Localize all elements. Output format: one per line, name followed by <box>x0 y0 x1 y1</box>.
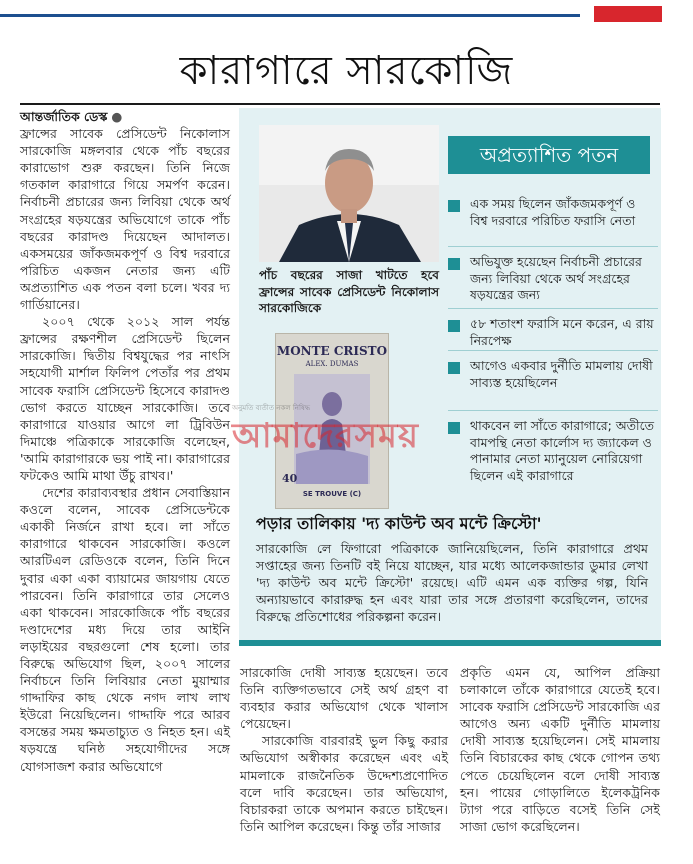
brand-red-block <box>594 6 662 22</box>
middle-paragraph-2: সারকোজি বারবারই ভুল কিছু করার অভিযোগ অস্বীকার করেছেন এবং এই মামলাকে রাজনৈতিক উদ্দেশ্যপ্রণোদিত বলে দাবি করেছেন। তার অভিযোগ, বিচারকরা তাকে অপমান করতে চাইছেন। তিনি আপিল করেছেন। কিন্তু তাঁর সাজার <box>240 733 448 834</box>
left-paragraph-3: দেশের কারাব্যবস্থার প্রধান সেবাস্তিয়ান কওলে বলেন, সাবেক প্রেসিডেন্টকে একাকী নির্জনে রাখা হবে। লা সাঁতে কারাগারে থাকবেন সারকোজি। কওলে আরটিএল রেডিওকে বলেন, তিনি দিনে দুবার একা একা ব্যায়ামের জায়গায় যেতে পারবেন। তিনি কারাগারে তার সেলেও একা থাকবেন। সারকোজিকে পাঁচ বছরের দণ্ডাদেশের মধ্য দিয়ে তার আইনি লড়াইয়ের বছরগুলো শেষ হলো। তার বিরুদ্ধে অভিযোগ ছিল, ২০০৭ সালের নির্বাচনে তিনি লিবিয়ার নেতা মুয়াম্মার গাদ্দাফির কাছ থেকে নগদ লাখ লাখ ইউরো নিয়েছিলেন। গাদ্দাফি পরে আরব বসন্তের সময় ক্ষমতাচ্যুত ও নিহত হন। এই ষড়যন্ত্রে ঘনিষ্ঠ সহযোগীদের সঙ্গে যোগসাজশ করার অভিযোগে <box>20 485 230 774</box>
bullet-square-icon <box>448 258 460 270</box>
book-footer: SE TROUVE (C) <box>302 490 362 498</box>
reading-list-body: সারকোজি লে ফিগারো পত্রিকাকে জানিয়েছিলেন, তিনি কারাগারে প্রথম সপ্তাহের জন্য তিনটি বই নিয়ে যাচ্ছেন, যার মধ্যে আলেকজান্ডার ডুমার লেখা 'দ্য কাউন্ট অব মন্টে ক্রিস্টো' রয়েছে। এটি এমন এক ব্যক্তির গল্প, যিনি অন্যায়ভাবে কারারুদ্ধ হন এবং যারা তার সঙ্গে প্রতারণা করেছিলেন, তাদের বিরুদ্ধে প্রতিশোধের পরিকল্পনা করেন। <box>256 541 648 624</box>
bullet-square-icon <box>448 422 460 434</box>
sarkozy-photo <box>259 125 439 262</box>
book-price: 40 <box>282 472 298 485</box>
sidebar-fact-text: থাকবেন লা সাঁতে কারাগারে; অতীতে বামপন্থি নেতা কার্লোস দ্য জ্যাকেল ও পানামার নেতা ম্যানুয়েল নোরিয়েগা ছিলেন এই কারাগারে <box>470 418 655 483</box>
fact-divider <box>448 410 658 411</box>
sidebar-fact <box>448 316 658 350</box>
headline-rule <box>20 103 660 105</box>
watermark-small-text: অনুমতি ব্যতীত নকল নিষিদ্ধ <box>232 404 310 412</box>
sidebar-fact-text: এক সময় ছিলেন জাঁকজমকপূর্ণ ও বিশ্ব দরবারে পরিচিত ফরাসি নেতা <box>470 196 636 228</box>
fact-divider <box>448 246 658 247</box>
fact-divider <box>448 308 658 309</box>
right-paragraph-1: প্রকৃতি এমন যে, আপিল প্রক্রিয়া চলাকালে তাঁকে কারাগারে যেতেই হবে। সাবেক ফরাসি প্রেসিডেন্ট সারকোজি এর আগেও অন্য একটি দুর্নীতি মামলায় দোষী সাব্যস্ত হয়েছিলেন। সেই মামলায় তিনি বিচারকের কাছ থেকে গোপন তথ্য পেতে চেয়েছিলেন বলে দোষী সাব্যস্ত হন। পায়ের গোড়ালিতে ইলেকট্রনিক ট্যাগ পরে বাড়িতে বসেই তিনি সেই সাজা ভোগ করেছিলেন। <box>460 665 660 834</box>
portrait-illustration <box>259 125 439 262</box>
bullet-square-icon <box>448 320 460 332</box>
sidebar-fact <box>448 418 658 504</box>
sidebar-fact <box>448 254 658 306</box>
sidebar-fact <box>448 196 658 246</box>
reading-list-heading: পড়ার তালিকায় 'দ্য কাউন্ট অব মন্টে ক্রিস্টো' <box>256 514 542 533</box>
bullet-square-icon <box>448 200 460 212</box>
sidebar-heading: অপ্রত্যাশিত পতন <box>448 136 650 174</box>
sidebar-fact-text: অভিযুক্ত হয়েছেন নির্বাচনী প্রচারের জন্য লিবিয়া থেকে অর্থ সংগ্রহের ষড়যন্ত্রের জন্য <box>470 254 642 302</box>
photo-caption: পাঁচ বছরের সাজা খাটতে হবে ফ্রান্সের সাবেক প্রেসিডেন্ট নিকোলাস সারকোজিকে <box>259 268 439 315</box>
left-column <box>20 108 230 775</box>
right-column <box>460 664 660 835</box>
sidebar-fact <box>448 358 658 408</box>
feature-panel-bottom-rule <box>239 640 661 646</box>
watermark-logo: আমাদেরসময় <box>232 416 419 456</box>
byline: আন্তর্জাতিক ডেস্ক <box>20 109 108 124</box>
sidebar-fact-text: আগেও একবার দুর্নীতি মামলায় দোষী সাব্যস্ত হয়েছিলেন <box>470 358 653 390</box>
middle-column <box>240 664 448 835</box>
sidebar-fact-text: ৫৮ শতাংশ ফরাসি মনে করেন, এ রায় নিরপেক্ষ <box>470 316 654 348</box>
headline: কারাগারে সারকোজি <box>179 48 514 94</box>
left-paragraph-2: ২০০৭ থেকে ২০১২ সাল পর্যন্ত ফ্রান্সের রক্ষণশীল প্রেসিডেন্ট ছিলেন সারকোজি। দ্বিতীয় বিশ্বযুদ্ধের পর নাৎসি সহযোগী মার্শাল ফিলিপ পেতাঁর পর প্রথম সাবেক ফরাসি প্রেসিডেন্ট হিসেবে কারাদণ্ড ভোগ করতে যাচ্ছেন সারকোজি। তবে কারাগারে যাওয়ার আগে লা ট্রিবিউন দিমাঞ্চে পত্রিকাকে সারকোজি বলেছেন, 'আমি কারাগারকে ভয় পাই না। কারাগারের ফটকেও আমি মাথা উঁচু রাখব।' <box>20 314 230 483</box>
bullet-square-icon <box>448 362 460 374</box>
book-author: ALEX. DUMAS <box>305 360 359 368</box>
page-header-strip <box>0 0 693 22</box>
book-title: MONTE CRISTO <box>276 344 388 358</box>
brand-blue-line <box>0 14 580 17</box>
left-paragraph-1: ফ্রান্সের সাবেক প্রেসিডেন্ট নিকোলাস সারকোজি মঙ্গলবার থেকে পাঁচ বছরের কারাভোগ শুরু করছেন। তিনি নিজে গতকাল কারাগারে গিয়ে সমর্পণ করেন। নির্বাচনী প্রচারের জন্য লিবিয়া থেকে অর্থ সংগ্রহের ষড়যন্ত্রের অভিযোগে তাকে পাঁচ বছরের কারাদণ্ড দিয়েছেন আদালত। একসময়ের জাঁকজমকপূর্ণ ও বিশ্ব দরবারে পরিচিত একজন নেতার জন্য এটি অপ্রত্যাশিত এক পতন বলা চলে। খবর দ্য গার্ডিয়ানের। <box>20 126 230 313</box>
middle-paragraph-1: সারকোজি দোষী সাব্যস্ত হয়েছেন। তবে তিনি ব্যক্তিগতভাবে সেই অর্থ গ্রহণ বা ব্যবহার করার অভিযোগ থেকে খালাস পেয়েছেন। <box>240 665 448 732</box>
fact-divider <box>448 350 658 351</box>
byline-dot-icon: ● <box>111 109 123 124</box>
